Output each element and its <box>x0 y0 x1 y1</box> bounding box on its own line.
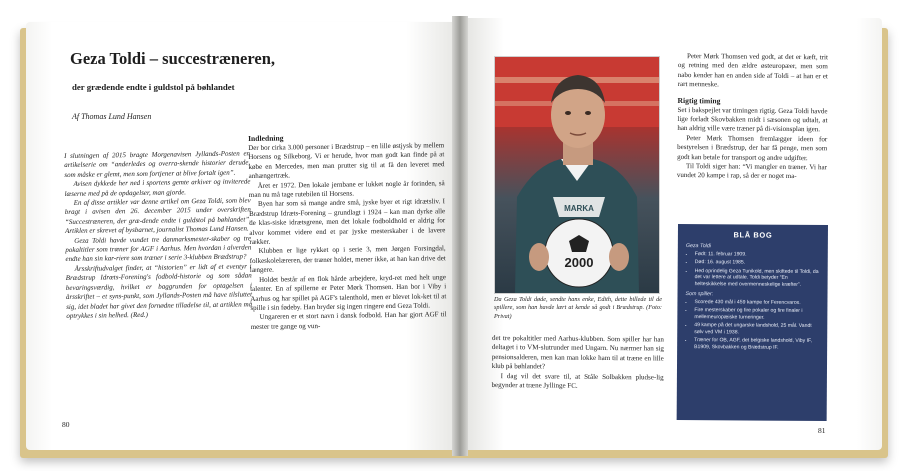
bio-heading: BLÅ BOG <box>733 230 773 240</box>
book-spine <box>452 16 468 456</box>
body-paragraph: Året er 1972. Den lokale jernbane er lukket nogle år forinden, så man nu må tage rutebilen til Horsens. <box>248 178 445 200</box>
body-paragraph: Ungareren er et stort navn i dansk fodbold. Han har gjort AGF til mester tre gange og vun- <box>250 310 447 331</box>
bio-player-facts-list <box>685 299 819 352</box>
portrait-illustration <box>495 57 659 293</box>
page-number-right: 81 <box>818 426 826 435</box>
body-column-right-2 <box>677 52 828 182</box>
article-title: Geza Toldi – succestræneren, <box>70 49 276 68</box>
intro-column <box>64 149 252 321</box>
body-paragraph: Der bor cirka 3.000 personer i Brædstrup – en lille østjysk by mellem Horsens og Silkeborg. Vi er herude, hvor man godt kan finde på at købe en Mercedes, men man prutter sig til at få den leveret med anhængertræk. <box>248 141 445 181</box>
body-paragraph: Peter Mørk Thomsen fremlægger ideen for bestyrelsen i Brædstrup, der har få penge, men som godt kan betale for transport og andre udgifter. <box>677 133 828 162</box>
bio-fact: • Død: 16. august 1985. <box>695 259 820 267</box>
intro-paragraph: Avisen dykkede her ned i sportens gemte arkiver og inviterede læserne med på de opdagelser, man gjorde. <box>64 177 251 198</box>
eye-left <box>565 111 571 115</box>
body-paragraph: Set i bakspejlet var timingen rigtig. Geza Toldi havde lige forladt Skovbakken midt i sæsonen og udtalt, at han aldrig ville være træner på di-visionsplan igen. <box>677 105 828 134</box>
bio-name-label: Geza Toldi <box>685 243 712 250</box>
bio-player-fact: • Træner for OB, AGF, det belgiske landshold, Viby IF, B1909, Skovbakken og Brædstrup IF. <box>694 338 819 352</box>
shirt-text: MARKA <box>564 204 594 213</box>
intro-paragraph: I slutningen af 2015 bragte Morgenavisen Jyllands-Posten en artikelserie om “anderledes og overra-skende historier derude, som måske er glemt, men som fortjener at blive fortalt igen”. <box>64 149 251 179</box>
bio-player-label: Som spiller: <box>685 291 714 298</box>
intro-paragraph: Årsskriftudvalget finder, at “historien” er lidt af et eventyr i Brædstrup Idræts-Forening's fodbold-historie og som sådan bevaringsværdig, hvilket er baggrunden for optagelsen i årsskriftet – et syns-punkt, som Jyllands-Posten må have tilsluttet sig, idet bladet har givet den fornødne tilladelse til, at artiklen må optrykkes i sin helhed. (Red.) <box>65 262 253 320</box>
section-heading-rigtig-timing: Rigtig timing <box>677 95 721 105</box>
intro-paragraph: Geza Toldi havde vundet tre danmarksmester-skaber og tre pokaltitler som træner for AGF i Aarhus. Men hvordan i alverden endte han sin kar-riere som træner i serie 3-klubben Brædstrup? <box>65 234 252 264</box>
bio-fact: • Født: 11. februar 1909. <box>695 251 820 259</box>
bio-player-fact: • Scorede 430 mål i 459 kampe for Ferencvaros. <box>694 299 819 307</box>
football <box>545 219 613 287</box>
hand-left <box>529 243 549 271</box>
bio-box <box>677 224 828 421</box>
body-paragraph: Klubben er lige rykket op i serie 3, men Jørgen Forsingdal, folkeskolelæreren, der træner holdet, mener ikke, at han kan drive det længere. <box>249 244 446 275</box>
body-paragraph: Holdet består af en flok hårde arbejdere, kryd-ret med helt unge talenter. En af spillerne er Peter Mørk Thomsen. Han bor i Viby i Aarhus og har spillet på AGF's talenthold, men er blevet lok-ket til at spille i sin fødeby. Han bryder sig ingen ringere end Geza Toldi. <box>250 272 447 312</box>
body-paragraph: Byen har som så mange andre små, jyske byer et rigt idrætsliv. I Brædstrup Idræts-Forening – grundlagt i 1924 – kan man dyrke alle de klas-siske idrætsgrene, men det lokale fodboldhold er aldrig for alvor kommet videre end et par jyske mesterskaber i de lavere rækker. <box>249 197 446 247</box>
bio-fact: • Hed oprindelig Geza Tunikold, men skiftede til Toldi, da det var lettere at udtale. Toldi betyder “En helteskikkelse med overmenneskelige kræfter”. <box>695 268 820 289</box>
body-paragraph: det tre pokaltitler med Aarhus-klubben. Som spiller har han deltaget i to VM-slutrunder med Ungarn. Nu nærmer han sig pensionsalderen, men kan man lokke ham til at træne en lille klub på bøhlandet? <box>491 334 664 371</box>
hand-right <box>609 243 629 271</box>
bio-facts-list <box>686 251 820 289</box>
body-column-right-1 <box>492 334 664 392</box>
body-paragraph: Til Toldi siger han: “Vi mangler en træner. Vi har vundet 20 kampe i rap, så der er noget ma- <box>676 162 828 181</box>
body-paragraph: Peter Mørk Thomsen ved godt, at det er kæft, trit og retning med den ældre østeuropæer, men som nabo kender han en anden side af Toldi – at han er et rart menneske. <box>677 52 828 89</box>
bio-player-fact: • Fire mesterskaber og fire pokaler og fire finaler i mellemeuropæiske turneringer. <box>694 307 819 321</box>
bio-player-fact: • 49 kampe på det ungarske landshold, 25 mål. Vandt sølv ved VM i 1938. <box>694 322 819 336</box>
intro-paragraph: En af disse artikler var denne artikel om Geza Toldi, som blev bragt i avisen den 26. december 2015 under overskriften “Succestræneren, der græ-dende endte i guldstol på bøhlandet”. Artiklen er skrevet af bysbarnet, journalist Thomas Lund Hansen. <box>64 196 252 236</box>
photo-caption: Da Geza Toldi døde, sendte hans enke, Edith, dette billede til de spillere, som han havde lært at kende så godt i Brædstrup. (Foto: Privat) <box>494 296 662 320</box>
portrait-photo <box>494 56 660 294</box>
body-paragraph: I dag vil det svare til, at Ståle Solbakken pludse-lig begynder at træne Jyllinge FC. <box>491 371 664 390</box>
ball-text: 2000 <box>564 255 594 270</box>
article-subtitle: der grædende endte i guldstol på bøhlandet <box>72 82 235 92</box>
body-column-left <box>248 131 447 332</box>
section-heading-indledning: Indledning <box>248 133 284 143</box>
eye-right <box>585 111 591 115</box>
page-number-left: 80 <box>62 420 70 429</box>
article-byline: Af Thomas Lund Hansen <box>72 112 152 121</box>
